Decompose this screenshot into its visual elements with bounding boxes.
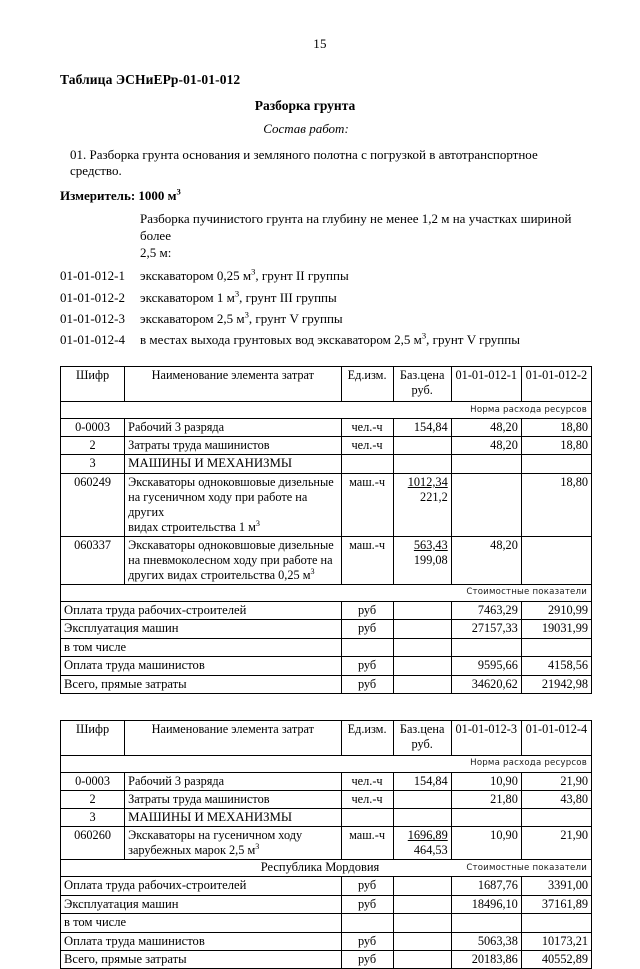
- col-header-price-line2: руб.: [411, 736, 433, 751]
- summary-pay-machinists-value-1: 5063,38: [451, 932, 521, 950]
- summary-including-price: [393, 914, 451, 932]
- code-item-3-text: [140, 311, 592, 327]
- table-row: [61, 437, 592, 455]
- row-worker-value-2: 18,80: [521, 419, 591, 437]
- machine-1-price: [393, 474, 451, 537]
- cost-table-2-wrapper: [0, 720, 640, 969]
- izmeritel-text: Измеритель: 1000 м: [60, 188, 177, 203]
- machine-2-price-bottom: 199,08: [413, 553, 448, 568]
- band-stoimost-label: Стоимостные показатели: [61, 585, 592, 602]
- summary-pay-machinists-label: Оплата труда машинистов: [61, 932, 342, 950]
- table-row: [61, 790, 592, 808]
- table-label: Таблица ЭСНиЕРр-01-01-012: [60, 72, 241, 87]
- cost-table-1-wrapper: [0, 366, 640, 693]
- row-machines-label: МАШИНЫ И МЕХАНИЗМЫ: [125, 808, 341, 827]
- col-header-price: [393, 720, 451, 755]
- row-machines-value-2: [521, 455, 591, 474]
- machine-1-price-top: 1696,89: [407, 828, 448, 843]
- machine-1-name-line1: Экскаваторы одноковшовые дизельные: [128, 475, 334, 490]
- col-header-unit: Ед.изм.: [341, 720, 393, 755]
- band-stoimost-label: Стоимостные показатели: [61, 860, 592, 877]
- machine-1-price-top: 1012,34: [407, 475, 448, 490]
- row-machinist-unit: чел.-ч: [341, 437, 393, 455]
- summary-row-pay-workers: [61, 602, 592, 620]
- code-item-2-text-after: , грунт III группы: [239, 289, 337, 305]
- summary-row-total: [61, 675, 592, 693]
- row-worker-value-2: 21,90: [521, 772, 591, 790]
- row-machinist-value-2: 43,80: [521, 790, 591, 808]
- summary-pay-machinists-price: [393, 932, 451, 950]
- cost-table-1-body: [61, 402, 592, 693]
- col-header-price-line1: Баз.цена: [399, 721, 445, 736]
- summary-including-label: в том числе: [61, 914, 342, 932]
- row-machinist-shifr: 2: [61, 790, 125, 808]
- code-item-3-code: 01-01-012-3: [60, 310, 125, 326]
- machine-1-unit: маш.-ч: [341, 474, 393, 537]
- summary-exploitation-value-2: 19031,99: [521, 620, 591, 638]
- code-item-4-text: [140, 332, 592, 348]
- code-item-2-text: [140, 290, 592, 306]
- summary-total-label: Всего, прямые затраты: [61, 675, 342, 693]
- summary-row-pay-workers: [61, 877, 592, 895]
- col-header-shifr: Шифр: [61, 367, 125, 402]
- summary-including-value-2: [521, 638, 591, 656]
- summary-including-label: в том числе: [61, 638, 342, 656]
- row-worker-shifr: 0-0003: [61, 419, 125, 437]
- summary-pay-machinists-value-1: 9595,66: [451, 657, 521, 675]
- summary-pay-workers-value-1: 7463,29: [451, 602, 521, 620]
- row-machinist-value-1: 21,80: [451, 790, 521, 808]
- machine-2-value-1: 48,20: [451, 537, 521, 585]
- summary-row-including: [61, 638, 592, 656]
- code-item-4-text-before: в местах выхода грунтовых вод экскаватором 2,5 м: [140, 332, 422, 348]
- row-machines-unit: [341, 808, 393, 827]
- code-item-1-text: [140, 268, 592, 284]
- row-worker-shifr: 0-0003: [61, 772, 125, 790]
- col-header-variant-1: 01-01-012-1: [451, 367, 521, 402]
- machine-1-name-line3: видах строительства 1 м: [128, 520, 256, 535]
- table-row: [61, 419, 592, 437]
- list-item: [60, 268, 592, 284]
- summary-exploitation-label: Эксплуатация машин: [61, 895, 342, 913]
- machine-1-name-line2: зарубежных марок 2,5 м: [128, 843, 256, 858]
- summary-exploitation-price: [393, 620, 451, 638]
- table-row: [61, 827, 592, 860]
- summary-pay-machinists-label: Оплата труда машинистов: [61, 657, 342, 675]
- machine-1-price: [393, 827, 451, 860]
- summary-exploitation-unit: руб: [341, 620, 393, 638]
- summary-row-exploitation: [61, 620, 592, 638]
- machine-1-price-bottom: 221,2: [420, 490, 448, 505]
- machine-1-name-line1: Экскаваторы на гусеничном ходу: [128, 828, 303, 843]
- row-machines-shifr: 3: [61, 455, 125, 474]
- row-machinist-name: Затраты труда машинистов: [125, 790, 341, 808]
- machine-2-unit: маш.-ч: [341, 537, 393, 585]
- row-worker-unit: чел.-ч: [341, 772, 393, 790]
- summary-including-unit: [341, 638, 393, 656]
- row-machinist-price: [393, 437, 451, 455]
- row-machinist-value-1: 48,20: [451, 437, 521, 455]
- page-title: Разборка грунта: [254, 98, 356, 113]
- table-row: [61, 474, 592, 537]
- cost-table-1: [60, 366, 592, 693]
- code-item-4-text-after: , грунт V группы: [426, 332, 520, 348]
- summary-exploitation-label: Эксплуатация машин: [61, 620, 342, 638]
- table-row-machines-heading: [61, 455, 592, 474]
- summary-exploitation-unit: руб: [341, 895, 393, 913]
- summary-pay-workers-label: Оплата труда рабочих-строителей: [61, 877, 342, 895]
- col-header-variant-4: 01-01-012-4: [521, 720, 591, 755]
- machine-1-shifr: 060249: [61, 474, 125, 537]
- machine-2-name: [125, 537, 341, 585]
- list-item: [60, 332, 592, 348]
- summary-including-value-2: [521, 914, 591, 932]
- page-footer: Республика Мордовия: [260, 860, 380, 874]
- code-item-1-text-after: , грунт II группы: [255, 268, 349, 284]
- machine-2-name-sup: 3: [310, 566, 315, 576]
- code-item-1-text-before: экскаватором 0,25 м: [140, 268, 252, 284]
- summary-exploitation-value-1: 18496,10: [451, 895, 521, 913]
- machine-1-value-1: 10,90: [451, 827, 521, 860]
- col-header-name: Наименование элемента затрат: [125, 367, 341, 402]
- machine-1-name: [125, 474, 341, 537]
- band-norma-label: Норма расхода ресурсов: [61, 402, 592, 419]
- table-row: [61, 772, 592, 790]
- col-header-variant-2: 01-01-012-2: [521, 367, 591, 402]
- row-machines-value-1: [451, 808, 521, 827]
- summary-total-value-2: 21942,98: [521, 675, 591, 693]
- col-header-unit: Ед.изм.: [341, 367, 393, 402]
- row-machines-value-1: [451, 455, 521, 474]
- row-worker-name: Рабочий 3 разряда: [125, 772, 341, 790]
- summary-total-label: Всего, прямые затраты: [61, 950, 342, 968]
- row-machines-unit: [341, 455, 393, 474]
- code-item-1-code: 01-01-012-1: [60, 268, 125, 284]
- col-header-variant-3: 01-01-012-3: [451, 720, 521, 755]
- summary-row-including: [61, 914, 592, 932]
- row-worker-price: 154,84: [393, 419, 451, 437]
- col-header-price-line1: Баз.цена: [399, 368, 445, 383]
- code-item-2-sup: 3: [234, 288, 240, 299]
- code-item-3-sup: 3: [244, 309, 249, 320]
- row-worker-value-1: 10,90: [451, 772, 521, 790]
- code-list: [60, 268, 592, 348]
- code-item-3-text-before: экскаватором 2,5 м: [140, 310, 245, 326]
- machine-1-name: [125, 827, 341, 860]
- machine-2-name-line1: Экскаваторы одноковшовые дизельные: [128, 538, 334, 553]
- summary-pay-workers-price: [393, 877, 451, 895]
- document-header: [0, 72, 640, 348]
- izmeritel-label: [60, 188, 592, 204]
- col-header-name: Наименование элемента затрат: [125, 720, 341, 755]
- row-machinist-value-2: 18,80: [521, 437, 591, 455]
- summary-total-unit: руб: [341, 950, 393, 968]
- summary-pay-workers-value-2: 2910,99: [521, 602, 591, 620]
- row-machinist-unit: чел.-ч: [341, 790, 393, 808]
- row-machines-value-2: [521, 808, 591, 827]
- row-machinist-price: [393, 790, 451, 808]
- summary-including-value-1: [451, 638, 521, 656]
- table-header-row: [61, 367, 592, 402]
- row-worker-value-1: 48,20: [451, 419, 521, 437]
- table-row: [61, 537, 592, 585]
- izmeritel-superscript: 3: [176, 186, 181, 197]
- code-item-4-code: 01-01-012-4: [60, 332, 125, 348]
- summary-total-value-2: 40552,89: [521, 950, 591, 968]
- machine-1-value-2: 21,90: [521, 827, 591, 860]
- summary-pay-machinists-value-2: 4158,56: [521, 657, 591, 675]
- summary-pay-workers-label: Оплата труда рабочих-строителей: [61, 602, 342, 620]
- code-item-1-sup: 3: [251, 267, 256, 278]
- band-stoimost-row: [61, 585, 592, 602]
- summary-pay-workers-price: [393, 602, 451, 620]
- band-norma-label: Норма расхода ресурсов: [61, 755, 592, 772]
- cost-table-2-header: [61, 720, 592, 755]
- summary-including-value-1: [451, 914, 521, 932]
- col-header-price-line2: руб.: [411, 383, 433, 398]
- code-item-2-text-before: экскаватором 1 м: [140, 289, 235, 305]
- band-norma-row: [61, 402, 592, 419]
- band-norma-row: [61, 755, 592, 772]
- summary-pay-machinists-unit: руб: [341, 932, 393, 950]
- machine-1-value-2: 18,80: [521, 474, 591, 537]
- machine-1-value-1: [451, 474, 521, 537]
- row-worker-unit: чел.-ч: [341, 419, 393, 437]
- code-item-3-text-after: , грунт V группы: [248, 310, 343, 326]
- summary-pay-workers-unit: руб: [341, 602, 393, 620]
- variant-description: [60, 210, 592, 261]
- machine-1-shifr: 060260: [61, 827, 125, 860]
- summary-row-total: [61, 950, 592, 968]
- page-number: 15: [313, 36, 327, 51]
- machine-1-name-sup: 3: [255, 842, 260, 852]
- machine-1-unit: маш.-ч: [341, 827, 393, 860]
- summary-exploitation-value-2: 37161,89: [521, 895, 591, 913]
- machine-1-price-bottom: 464,53: [413, 843, 448, 858]
- summary-pay-workers-value-1: 1687,76: [451, 877, 521, 895]
- summary-including-price: [393, 638, 451, 656]
- summary-pay-machinists-price: [393, 657, 451, 675]
- row-machines-label: МАШИНЫ И МЕХАНИЗМЫ: [125, 455, 341, 474]
- machine-2-value-2: [521, 537, 591, 585]
- machine-2-price-top: 563,43: [413, 538, 448, 553]
- machine-1-name-sup: 3: [255, 518, 260, 528]
- summary-pay-machinists-value-2: 10173,21: [521, 932, 591, 950]
- cost-table-1-header: [61, 367, 592, 402]
- variant-description-line1: Разборка пучинистого грунта на глубину не менее 1,2 м на участках шириной более: [140, 211, 572, 244]
- table-header-row: [61, 720, 592, 755]
- sostav-rabot-label: Состав работ:: [263, 121, 349, 136]
- summary-pay-machinists-unit: руб: [341, 657, 393, 675]
- summary-total-price: [393, 675, 451, 693]
- row-machines-shifr: 3: [61, 808, 125, 827]
- list-item: [60, 311, 592, 327]
- summary-exploitation-value-1: 27157,33: [451, 620, 521, 638]
- machine-2-name-line3: других видах строительства 0,25 м: [128, 568, 311, 583]
- table-row-machines-heading: [61, 808, 592, 827]
- summary-pay-workers-value-2: 3391,00: [521, 877, 591, 895]
- summary-including-unit: [341, 914, 393, 932]
- col-header-price: [393, 367, 451, 402]
- machine-2-price: [393, 537, 451, 585]
- cost-table-2: [60, 720, 592, 969]
- summary-total-price: [393, 950, 451, 968]
- summary-total-value-1: 20183,86: [451, 950, 521, 968]
- row-worker-name: Рабочий 3 разряда: [125, 419, 341, 437]
- row-machines-price: [393, 808, 451, 827]
- row-worker-price: 154,84: [393, 772, 451, 790]
- col-header-shifr: Шифр: [61, 720, 125, 755]
- machine-1-name-line2: на гусеничном ходу при работе на других: [128, 490, 308, 520]
- list-item: [60, 290, 592, 306]
- row-machinist-name: Затраты труда машинистов: [125, 437, 341, 455]
- row-machinist-shifr: 2: [61, 437, 125, 455]
- work-description: 01. Разборка грунта основания и земляного полотна с погрузкой в автотранспортное средство.: [70, 147, 538, 178]
- code-item-2-code: 01-01-012-2: [60, 289, 125, 305]
- summary-row-pay-machinists: [61, 657, 592, 675]
- summary-row-pay-machinists: [61, 932, 592, 950]
- code-item-4-sup: 3: [421, 330, 427, 341]
- machine-2-name-line2: на пневмоколесном ходу при работе на: [128, 553, 333, 568]
- row-machines-price: [393, 455, 451, 474]
- variant-description-line2: 2,5 м:: [140, 245, 172, 261]
- summary-total-value-1: 34620,62: [451, 675, 521, 693]
- summary-total-unit: руб: [341, 675, 393, 693]
- summary-pay-workers-unit: руб: [341, 877, 393, 895]
- machine-2-shifr: 060337: [61, 537, 125, 585]
